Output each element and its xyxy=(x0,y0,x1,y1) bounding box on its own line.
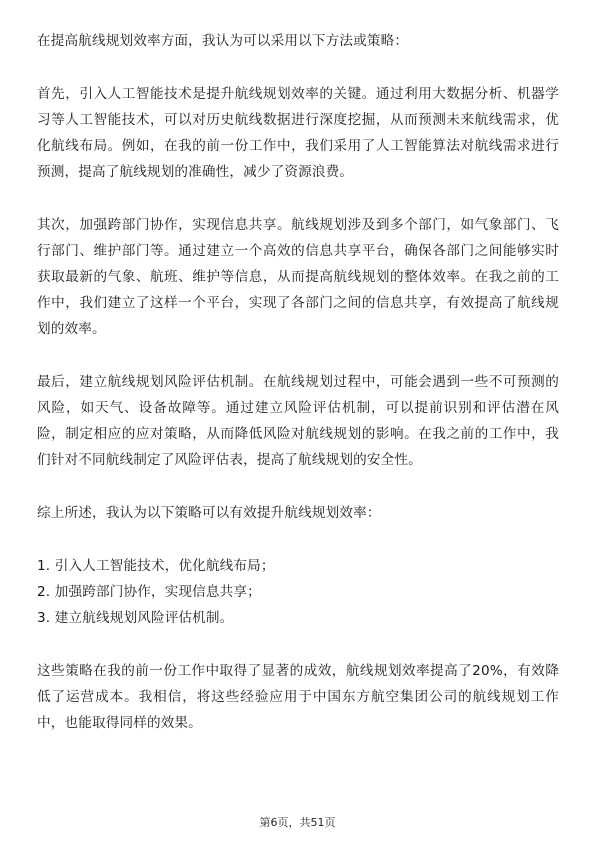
summary-paragraph: 综上所述，我认为以下策略可以有效提升航线规划效率： xyxy=(37,505,381,521)
conclusion-paragraph: 这些策略在我的前一份工作中取得了显著的成效，航线规划效率提高了20%，有效降低了运营成本。我相信，将这些经验应用于中国东方航空集团公司的航线规划工作中，也能取得同样的效果。 xyxy=(37,663,559,731)
paragraph-risk: 最后，建立航线规划风险评估机制。在航线规划过程中，可能会遇到一些不可预测的风险，如天气、设备故障等。通过建立风险评估机制，可以提前识别和评估潜在风险，制定相应的应对策略，从而降低风险对航线规划的影响。在我之前的工作中，我们针对不同航线制定了风险评估表，提高了航线规划的安全性。 xyxy=(37,374,559,468)
document-body xyxy=(37,28,559,736)
intro-paragraph: 在提高航线规划效率方面，我认为可以采用以下方法或策略： xyxy=(37,33,409,49)
list-item: 3. 建立航线规划风险评估机制。 xyxy=(37,610,234,626)
paragraph-ai: 首先，引入人工智能技术是提升航线规划效率的关键。通过利用大数据分析、机器学习等人工智能技术，可以对历史航线数据进行深度挖掘，从而预测未来航线需求，优化航线布局。例如，在我的前一份工作中，我们采用了人工智能算法对航线需求进行预测，提高了航线规划的准确性，减少了资源浪费。 xyxy=(37,86,559,180)
list-item: 2. 加强跨部门协作，实现信息共享； xyxy=(37,584,261,600)
strategy-list xyxy=(37,553,559,631)
list-item: 1. 引入人工智能技术，优化航线布局； xyxy=(37,558,275,574)
paragraph-gap xyxy=(37,54,559,81)
paragraph-collaboration: 其次，加强跨部门协作，实现信息共享。航线规划涉及到多个部门，如气象部门、飞行部门、维护部门等。通过建立一个高效的信息共享平台，确保各部门之间能够实时获取最新的气象、航班、维护等信息，从而提高航线规划的整体效率。在我之前的工作中，我们建立了这样一个平台，实现了各部门之间的信息共享，有效提高了航线规划的效率。 xyxy=(37,217,559,337)
paragraph-gap xyxy=(37,473,559,500)
page-number-footer: 第6页，共51页 xyxy=(259,816,336,829)
paragraph-gap xyxy=(37,526,559,553)
paragraph-gap xyxy=(37,342,559,369)
paragraph-gap xyxy=(37,631,559,658)
paragraph-gap xyxy=(37,185,559,212)
